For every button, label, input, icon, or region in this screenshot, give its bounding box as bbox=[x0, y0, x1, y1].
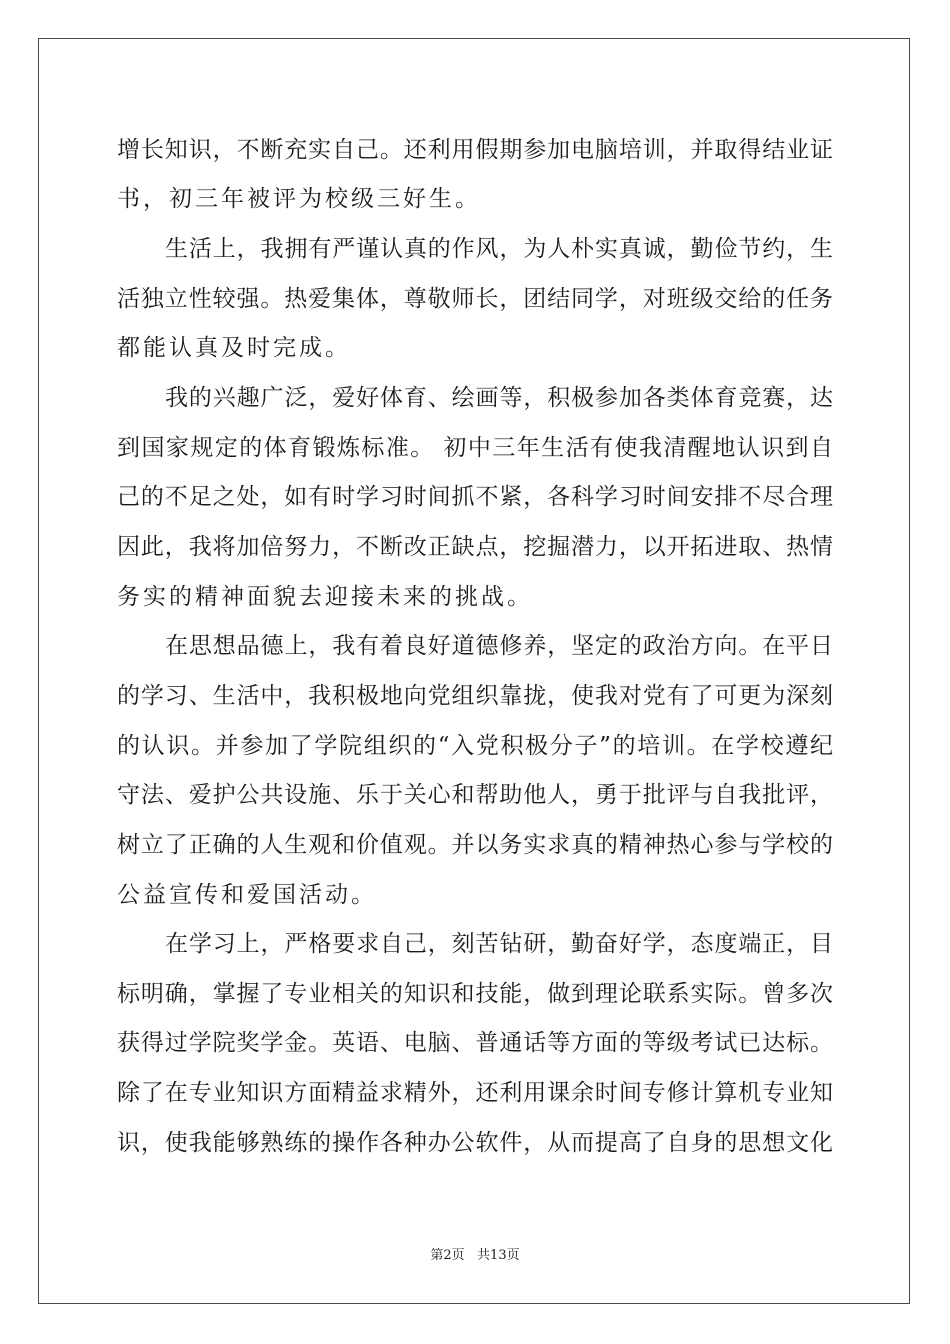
page-border bbox=[38, 38, 910, 1304]
text-line: 己的不足之处，如有时学习时间抓不紧，各科学习时间安排不尽合理 bbox=[117, 484, 833, 510]
text-line: 除了在专业知识方面精益求精外，还利用课余时间专修计算机专业知 bbox=[117, 1080, 833, 1106]
text-line: 公益宣传和爱国活动。 bbox=[117, 882, 377, 908]
text-line: 的认识。并参加了学院组织的“入党积极分子”的培训。在学校遵纪 bbox=[117, 733, 833, 759]
page-number: 第2页 共13页 bbox=[430, 1248, 520, 1263]
text-line: 都能认真及时完成。 bbox=[117, 335, 351, 361]
text-line: 识，使我能够熟练的操作各种办公软件，从而提高了自身的思想文化 bbox=[117, 1130, 833, 1156]
text-line: 标明确，掌握了专业相关的知识和技能，做到理论联系实际。曾多次 bbox=[117, 981, 833, 1007]
text-line: 获得过学院奖学金。英语、电脑、普通话等方面的等级考试已达标。 bbox=[117, 1030, 833, 1056]
text-line: 到国家规定的体育锻炼标准。 初中三年生活有使我清醒地认识到自 bbox=[117, 435, 833, 461]
text-line: 在学习上，严格要求自己，刻苦钻研，勤奋好学，态度端正，目 bbox=[165, 931, 833, 957]
text-line: 增长知识，不断充实自己。还利用假期参加电脑培训，并取得结业证 bbox=[117, 137, 833, 163]
text-line: 因此，我将加倍努力，不断改正缺点，挖掘潜力，以开拓进取、热情 bbox=[117, 534, 833, 560]
text-line: 务实的精神面貌去迎接未来的挑战。 bbox=[117, 584, 533, 610]
text-line: 的学习、生活中，我积极地向党组织靠拢，使我对党有了可更为深刻 bbox=[117, 683, 833, 709]
text-line: 书，初三年被评为校级三好生。 bbox=[117, 186, 481, 212]
text-line: 守法、爱护公共设施、乐于关心和帮助他人，勇于批评与自我批评， bbox=[117, 782, 833, 808]
text-line: 生活上，我拥有严谨认真的作风，为人朴实真诚，勤俭节约，生 bbox=[165, 236, 833, 262]
text-line: 树立了正确的人生观和价值观。并以务实求真的精神热心参与学校的 bbox=[117, 832, 833, 858]
text-line: 在思想品德上，我有着良好道德修养，坚定的政治方向。在平日 bbox=[165, 633, 833, 659]
text-line: 我的兴趣广泛，爱好体育、绘画等，积极参加各类体育竞赛，达 bbox=[165, 385, 833, 411]
text-line: 活独立性较强。热爱集体，尊敬师长，团结同学，对班级交给的任务 bbox=[117, 286, 833, 312]
